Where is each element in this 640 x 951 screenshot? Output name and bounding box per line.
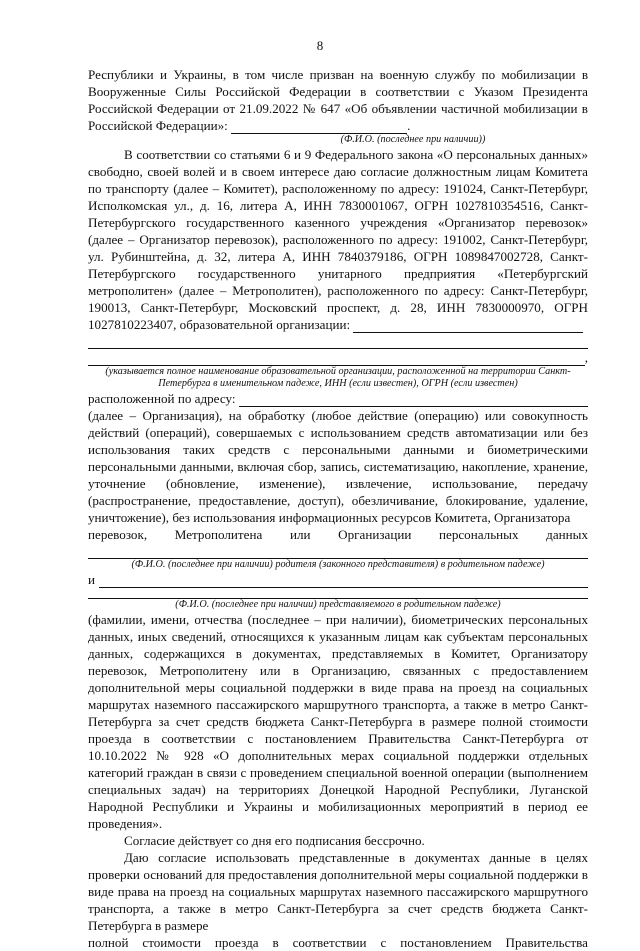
caption-parent: (Ф.И.О. (последнее при наличии) родителя (законного представителя) в родительном падеже) <box>131 559 545 570</box>
represented-fio-line-2[interactable] <box>88 588 588 599</box>
caption-represented: (Ф.И.О. (последнее при наличии) представляемого в родительном падеже) <box>175 599 501 610</box>
paragraph-usage-text: Даю согласие использовать представленные в документах данные в целях проверки оснований для предоставления дополнительной меры социальной поддержки в виде права на проезд на социальных маршрутах наземного пассажирского маршрутного транспорта, а также в метро Санкт-Петербурга за счет средств бюджета Санкт-Петербурга в размере <box>88 850 588 933</box>
usage-word: постановлением <box>400 935 492 950</box>
address-label: расположенной по адресу: <box>88 391 236 406</box>
and-label: и <box>88 572 96 587</box>
and-row <box>88 571 588 588</box>
usage-word: в <box>272 935 279 950</box>
usage-word: проезда <box>214 935 259 950</box>
page-number: 8 <box>316 38 324 53</box>
paragraph-validity <box>88 832 588 849</box>
usage-word: с <box>380 935 387 950</box>
paragraph-usage <box>88 849 588 934</box>
processing-last-line <box>88 526 588 543</box>
processing-word: или <box>289 527 311 542</box>
fio-blank-line[interactable] <box>231 120 407 134</box>
paragraph-mobilization-text: Республики и Украины, в том числе призван на военную службу по мобилизации в Вооруженные Силы Российской Федерации в соответствии с Указом Президента Российской Федерации от 21.09.2022 № 647 «Об объявлении частичной мобилизации в Российской Федерации»: <box>88 67 588 133</box>
caption-fio: (Ф.И.О. (последнее при наличии)) <box>340 134 486 145</box>
parent-fio-line[interactable] <box>88 543 588 559</box>
paragraph-validity-text: Согласие действует со дня его подписания бессрочно. <box>124 833 425 848</box>
processing-word: данных <box>546 527 588 542</box>
paragraph-data-scope <box>88 611 588 832</box>
paragraph-consent-text: В соответствии со статьями 6 и 9 Федерального закона «О персональных данных» свободно, своей волей и в своем интересе даю согласие должностным лицам Комитета по транспорту (далее – Комитет), расположенному по адресу: 191024, Санкт-Петербург, Исполкомская ул., д. 16, литера А, ИНН 7830001067, ОГРН 1027810354516, Санкт-Петербургского государственного казенного учреждения «Организатор перевозок» (далее – Организатор перевозок), расположенного по адресу: 191002, Санкт-Петербург, ул. Рубинштейна, д. 32, литера А, ИНН 7840379186, ОГРН 1089847002728, Санкт-Петербургского государственного унитарного предприятия «Петербургский метрополитен» (далее – Метрополитен), расположенного по адресу: Санкт-Петербург, 190013, Санкт-Петербург, Московский проспект, д. 28, ИНН 7830000970, ОГРН 1027810223407, образовательной организации: <box>88 147 588 332</box>
processing-word: персональных <box>439 527 519 542</box>
represented-fio-line-1[interactable] <box>99 574 588 588</box>
paragraph-data-scope-text: (фамилии, имени, отчества (последнее – при наличии), биометрических персональных данных, иных сведений, относящихся к указанным лицам как субъектам персональных данных, содержащихся в документах, представляемых в Комитет, Организатору перевозок, Метрополитену или в Организацию, связанных с предоставлением дополнительной меры социальной поддержки в виде права на проезд на социальных маршрутах наземного пассажирского маршрутного транспорта, а также в метро Санкт-Петербурга за счет средств бюджета Санкт-Петербурга в размере полной стоимости проезда в соответствии с постановлением Правительства Санкт-Петербурга от 10.10.2022 № 928 «О дополнительных мерах социальной поддержки отдельных категорий граждан в связи с проведением специальной военной операции (выполнением специальных задач) на территориях Донецкой Народной Республики, Луганской Народной Республики и Украины и мобилизационных мероприятий в период ее проведения». <box>88 612 588 831</box>
processing-word: перевозок, <box>88 527 148 542</box>
organization-name-line-2[interactable] <box>88 352 585 366</box>
usage-word: соответствии <box>292 935 367 950</box>
processing-word: Организации <box>338 527 412 542</box>
caption-organization: (указывается полное наименование образовательной организации, расположенной на территории Санкт-Петербурга в именительном падеже, ИНН (если известен), ОГРН (если известен) <box>105 366 571 389</box>
usage-last-line <box>88 934 588 951</box>
paragraph-mobilization <box>88 66 588 134</box>
processing-word: Метрополитена <box>174 527 263 542</box>
usage-word: полной <box>88 935 129 950</box>
address-field[interactable] <box>239 393 588 407</box>
address-row <box>88 390 588 407</box>
paragraph-processing <box>88 407 588 526</box>
organization-name-line-1[interactable] <box>88 333 588 349</box>
paragraph-consent <box>88 146 588 333</box>
line-comma: , <box>584 350 588 365</box>
paragraph-end-period: . <box>407 118 411 133</box>
usage-word: Правительства <box>505 935 588 950</box>
usage-word: стоимости <box>142 935 202 950</box>
paragraph-processing-text: (далее – Организация), на обработку (любое действие (операцию) или совокупность действий (операций), совершаемых с использованием средств автоматизации или без использования таких средств с персональными данными и биометрическими персональными данными, включая сбор, запись, систематизацию, накопление, хранение, уточнение (обновление, изменение), извлечение, использование, передачу (распространение, предоставление, доступ), обезличивание, блокирование, удаление, уничтожение), без использования информационных ресурсов Комитета, Организатора <box>88 408 588 525</box>
organization-name-line-2-row <box>88 349 588 366</box>
organization-name-field[interactable] <box>353 319 583 333</box>
